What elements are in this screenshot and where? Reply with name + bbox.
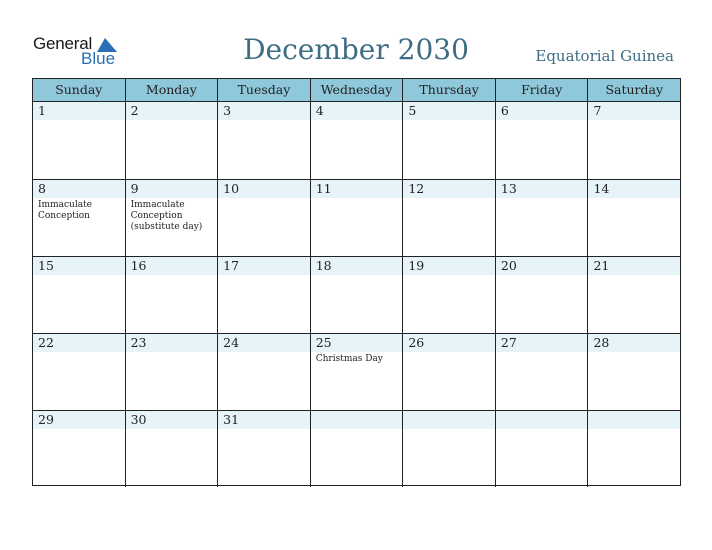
day-number: 15: [38, 258, 54, 273]
weekday-header-sunday: Sunday: [55, 82, 103, 97]
day-cell: [402, 411, 495, 487]
day-number: 30: [130, 412, 147, 427]
day-cell: [495, 411, 588, 487]
day-number: 20: [500, 258, 517, 273]
day-number-band: [403, 411, 495, 429]
day-number: 21: [593, 258, 610, 273]
day-number-band: [218, 102, 310, 120]
generalblue-logo: [33, 34, 133, 70]
holiday-label: Christmas Day: [315, 354, 383, 364]
day-number-band: [126, 180, 218, 198]
day-number: 2: [130, 103, 139, 118]
logo-word-blue: Blue: [81, 49, 116, 68]
weekday-header-monday: Monday: [125, 79, 218, 101]
day-number: 25: [315, 335, 332, 350]
day-number-band: [33, 180, 125, 198]
day-number: 10: [223, 181, 240, 196]
weekday-header-saturday: Saturday: [587, 79, 680, 101]
day-number-band: [33, 102, 125, 120]
day-number: 6: [500, 103, 509, 118]
day-cell: [310, 411, 403, 487]
week-row: [33, 410, 680, 487]
day-cell: [217, 334, 310, 410]
week-row: [33, 102, 680, 179]
day-cell: [587, 180, 680, 256]
day-number: 24: [223, 335, 240, 350]
weekday-header-tuesday: Tuesday: [217, 79, 310, 101]
holiday-label: Immaculate Conception (substitute day): [130, 200, 203, 232]
day-cell: [217, 102, 310, 179]
week-row: [33, 333, 680, 410]
day-cell: [33, 411, 125, 487]
day-number: 12: [408, 181, 425, 196]
calendar-weeks: [33, 102, 680, 487]
day-cell: [495, 102, 588, 179]
day-number: 7: [593, 103, 602, 118]
day-cell: [125, 180, 218, 256]
day-number-band: [126, 102, 218, 120]
day-number: 17: [223, 258, 240, 273]
day-cell: [125, 411, 218, 487]
day-cell: [125, 334, 218, 410]
day-number: 5: [408, 103, 417, 118]
day-number-band: [588, 411, 680, 429]
day-number-band: [496, 411, 588, 429]
day-number-band: [588, 102, 680, 120]
weekday-header-thursday: Thursday: [402, 79, 495, 101]
day-number: 31: [223, 412, 240, 427]
day-number: 22: [38, 335, 54, 350]
day-number-band: [496, 102, 588, 120]
day-cell: [587, 102, 680, 179]
day-number-band: [311, 411, 403, 429]
day-cell: [33, 334, 125, 410]
day-cell: [587, 257, 680, 333]
country-label: Equatorial Guinea: [535, 47, 674, 65]
day-cell: [587, 411, 680, 487]
day-cell: [495, 257, 588, 333]
day-cell: [217, 180, 310, 256]
logo-word-general: General: [33, 34, 93, 53]
day-number: 27: [500, 335, 517, 350]
day-cell: [402, 102, 495, 179]
day-cell: [402, 334, 495, 410]
day-number: 23: [130, 335, 147, 350]
day-cell: [125, 102, 218, 179]
day-number: 29: [38, 412, 54, 427]
day-cell: [310, 102, 403, 179]
day-cell: [33, 180, 125, 256]
day-number: 4: [315, 103, 324, 118]
day-cell: [495, 180, 588, 256]
day-cell: [310, 334, 403, 410]
holiday-label: Immaculate Conception: [38, 200, 93, 221]
day-cell: [495, 334, 588, 410]
day-number: 3: [223, 103, 232, 118]
day-number: 18: [315, 258, 332, 273]
day-cell: [217, 411, 310, 487]
calendar-grid: [32, 78, 681, 486]
day-number: 16: [130, 258, 147, 273]
weekday-header-friday: Friday: [495, 79, 588, 101]
day-number: 11: [315, 181, 332, 196]
weekday-header-row: [33, 79, 680, 102]
day-number: 14: [593, 181, 610, 196]
day-cell: [217, 257, 310, 333]
day-cell: [33, 257, 125, 333]
day-number: 13: [500, 181, 517, 196]
day-number-band: [311, 102, 403, 120]
day-number: 28: [593, 335, 610, 350]
day-cell: [402, 180, 495, 256]
day-cell: [310, 257, 403, 333]
day-number: 26: [408, 335, 425, 350]
day-cell: [125, 257, 218, 333]
day-cell: [402, 257, 495, 333]
page-title: December 2030: [243, 33, 469, 66]
week-row: [33, 256, 680, 333]
day-number: 19: [408, 258, 425, 273]
day-number: 9: [130, 181, 139, 196]
day-cell: [33, 102, 125, 179]
weekday-header-wednesday: Wednesday: [310, 79, 403, 101]
day-cell: [587, 334, 680, 410]
day-number-band: [403, 102, 495, 120]
week-row: [33, 179, 680, 256]
day-number: 8: [38, 181, 46, 196]
day-cell: [310, 180, 403, 256]
day-number: 1: [38, 103, 46, 118]
